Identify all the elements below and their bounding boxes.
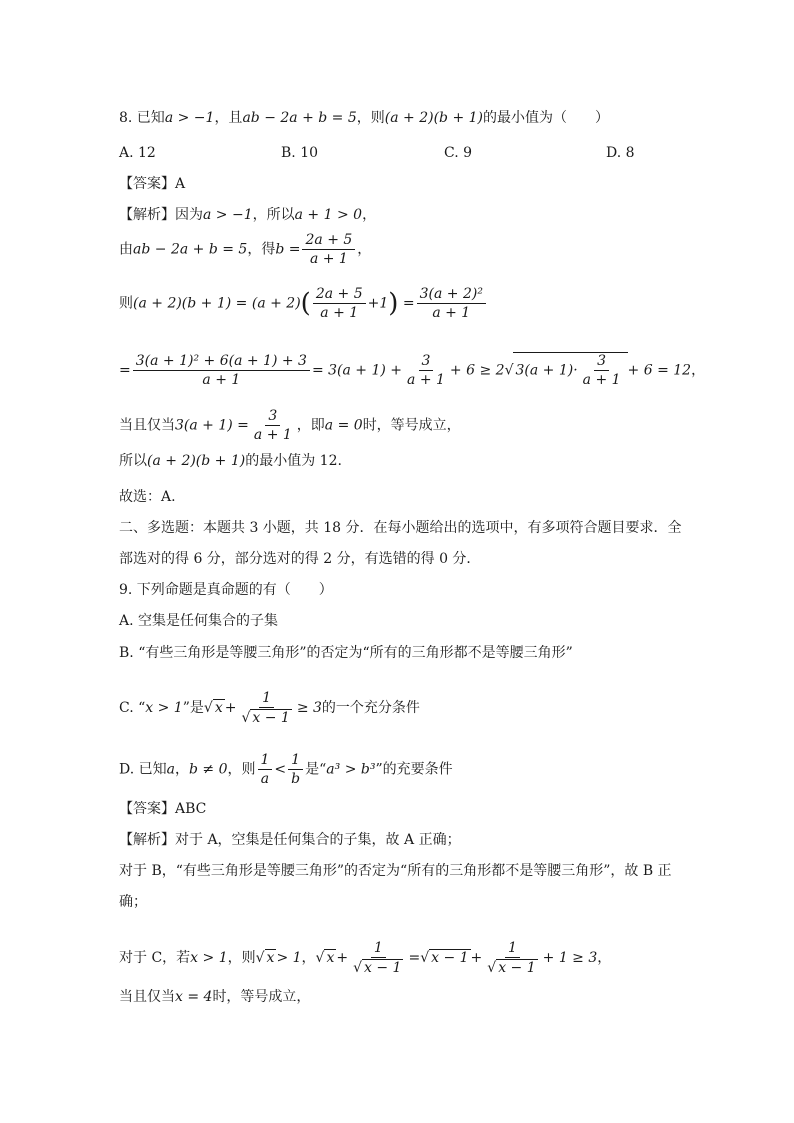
fraction — [484, 940, 540, 976]
denominator: √ x − 1 — [487, 960, 536, 976]
math: x > 1 — [190, 950, 228, 966]
q9-option-b: B. “有些三角形是等腰三角形”的否定为“所有的三角形都不是等腰三角形” — [119, 645, 573, 661]
fraction — [580, 353, 624, 388]
fraction — [251, 408, 295, 443]
paren-open: ( — [300, 288, 311, 319]
fraction — [133, 353, 310, 388]
denominator: a + 1 — [582, 372, 621, 388]
math: (a + 2)(b + 1) — [147, 453, 246, 469]
text: ， — [357, 241, 372, 258]
text: 是“ — [305, 761, 327, 778]
q8-answer: 【答案】A — [119, 176, 186, 192]
q8-analysis-line4 — [119, 352, 705, 388]
math: b ≠ 0 — [189, 761, 228, 778]
text: ，所以 — [252, 207, 295, 223]
q9-analysis-line5 — [119, 987, 310, 1007]
text: 当且仅当 — [119, 989, 175, 1005]
denominator: a + 1 — [309, 251, 348, 267]
math: ab − 2a + b = 5 — [133, 241, 248, 258]
text: 由 — [119, 241, 133, 258]
fraction — [288, 752, 303, 787]
math: 3(a + 1) = — [175, 417, 249, 434]
text: ”是 — [182, 700, 204, 716]
numerator: 1 — [259, 690, 274, 708]
text: 所以 — [119, 453, 147, 469]
q8-analysis-line5 — [119, 408, 461, 443]
denominator: a + 1 — [202, 372, 241, 388]
sqrt-body: x — [326, 950, 335, 966]
numerator: 3(a + 1)² + 6(a + 1) + 3 — [133, 353, 310, 371]
numerator: 1 — [371, 940, 386, 958]
denominator: a + 1 — [432, 305, 471, 321]
math: b = — [275, 241, 301, 258]
q9-option-a: A. 空集是任何集合的子集 — [119, 613, 279, 629]
q8-choose: 故选：A. — [119, 489, 176, 505]
fraction — [313, 286, 366, 321]
text: ， — [362, 207, 377, 223]
fraction — [258, 752, 273, 787]
denominator: a + 1 — [320, 305, 359, 321]
text: 则 — [119, 295, 133, 312]
fraction — [302, 232, 355, 267]
section2-heading-line1: 二、多选题：本题共 3 小题，共 18 分．在每小题给出的选项中，有多项符合题目要求．全 — [119, 520, 682, 536]
q8-expr: (a + 2)(b + 1) — [384, 110, 483, 126]
q8-stem-text-d: 的最小值为（ ） — [483, 110, 609, 126]
math: < — [274, 761, 287, 778]
denominator: √ x − 1 — [241, 710, 290, 726]
math: > 1 — [276, 950, 302, 966]
sqrt-icon: √ — [255, 950, 265, 966]
q9-stem: 9. 下列命题是真命题的有（ ） — [119, 582, 333, 598]
text: 时，等号成立， — [362, 417, 461, 434]
math: + 6 = 12 — [627, 362, 692, 379]
math: = — [119, 362, 131, 379]
denominator: a — [260, 771, 270, 787]
denominator: a + 1 — [253, 427, 292, 443]
q8-cond1: a > −1 — [164, 110, 215, 126]
numerator: 1 — [288, 752, 303, 770]
text: ，则 — [227, 761, 256, 778]
math: + 1 ≥ 3 — [542, 950, 598, 966]
numerator: 2a + 5 — [302, 232, 355, 250]
q9-analysis-line2: 对于 B，“有些三角形是等腰三角形”的否定为“所有的三角形都不是等腰三角形”，故 B 正 — [119, 863, 672, 879]
math: x = 4 — [175, 989, 213, 1005]
text: ，则 — [227, 950, 256, 966]
fraction — [404, 353, 448, 388]
text: ， — [691, 362, 706, 379]
numerator: 1 — [258, 752, 273, 770]
sqrt-body: x − 1 — [364, 960, 402, 976]
denominator: a + 1 — [407, 372, 445, 388]
q8-option-b: B. 10 — [281, 145, 319, 161]
q8-stem-text: 8. 已知 — [119, 110, 165, 126]
text: 因为 — [175, 207, 203, 223]
q9-analysis-line4 — [119, 940, 611, 976]
text: ，得 — [247, 241, 276, 258]
math: +1 — [367, 295, 389, 312]
q9-answer: 【答案】ABC — [119, 801, 207, 817]
math: + — [336, 950, 349, 966]
text: 的一个充分条件 — [321, 700, 420, 716]
math: + — [224, 700, 237, 716]
fraction — [350, 940, 406, 976]
numerator: 3(a + 2)² — [417, 286, 486, 304]
sqrt-icon: √ — [420, 950, 430, 966]
math: 3(a + 1)· — [515, 362, 578, 379]
text: 对于 C，若 — [119, 950, 191, 966]
text: 当且仅当 — [119, 417, 175, 434]
denominator: b — [291, 771, 301, 787]
numerator: 3 — [419, 353, 434, 371]
q9-option-d — [119, 752, 453, 787]
section2-heading-line2: 部选对的得 6 分，部分选对的得 2 分，有选错的得 0 分． — [119, 551, 481, 567]
numerator: 3 — [265, 408, 280, 426]
q8-stem-text-b: ，且 — [214, 110, 243, 126]
math: (a + 2)(b + 1) = (a + 2) — [133, 295, 301, 312]
q9-analysis-line1: 【解析】对于 A，空集是任何集合的子集，故 A 正确； — [119, 832, 461, 848]
q8-analysis-line2 — [119, 232, 371, 267]
paren-close: ) — [388, 288, 399, 319]
math: = 3(a + 1) + — [311, 362, 403, 379]
text: 时，等号成立， — [212, 989, 311, 1005]
math: + 6 ≥ 2 — [449, 362, 505, 379]
numerator: 3 — [594, 353, 609, 371]
q8-option-d: D. 8 — [606, 145, 635, 161]
q8-analysis-line3 — [119, 286, 488, 321]
numerator: 1 — [505, 940, 520, 958]
math: = — [408, 950, 421, 966]
fraction — [417, 286, 486, 321]
math: a — [166, 761, 175, 778]
text: ”的充要条件 — [375, 761, 453, 778]
text: ， — [175, 761, 189, 778]
fraction — [238, 690, 294, 726]
sqrt-body: x − 1 — [252, 710, 290, 726]
sqrt-body: x — [214, 700, 223, 716]
q9-analysis-line3: 确； — [119, 894, 147, 910]
math: a + 1 > 0 — [294, 207, 363, 223]
q8-stem — [119, 108, 609, 128]
text: 的最小值为 12. — [245, 453, 342, 469]
denominator: √ x − 1 — [353, 960, 402, 976]
q8-analysis-line1 — [119, 205, 376, 225]
math: + — [470, 950, 483, 966]
numerator: 2a + 5 — [313, 286, 366, 304]
q8-analysis-line6 — [119, 451, 342, 471]
text: ， — [301, 950, 316, 966]
sqrt-icon: √ — [315, 950, 325, 966]
q8-option-c: C. 9 — [444, 145, 473, 161]
q8-stem-text-c: ，则 — [356, 110, 385, 126]
text: C. “ — [119, 700, 146, 716]
text: ，即 — [296, 417, 325, 434]
math: ≥ 3 — [296, 700, 322, 716]
math: = — [402, 295, 415, 312]
math: a > −1 — [203, 207, 253, 223]
sqrt-body: x − 1 — [498, 960, 536, 976]
math: a = 0 — [324, 417, 363, 434]
sqrt-icon: √ — [504, 362, 514, 379]
math: a³ > b³ — [326, 761, 376, 778]
text: ， — [597, 950, 612, 966]
math: x > 1 — [145, 700, 183, 716]
q8-cond2: ab − 2a + b = 5 — [242, 110, 357, 126]
q8-option-a: A. 12 — [119, 145, 156, 161]
sqrt-body: x − 1 — [431, 950, 469, 966]
q9-option-c — [119, 690, 420, 726]
analysis-label: 【解析】 — [119, 207, 175, 223]
sqrt-icon: √ — [203, 700, 213, 716]
text: D. 已知 — [119, 761, 167, 778]
sqrt-body — [513, 352, 627, 388]
sqrt-body: x — [266, 950, 275, 966]
